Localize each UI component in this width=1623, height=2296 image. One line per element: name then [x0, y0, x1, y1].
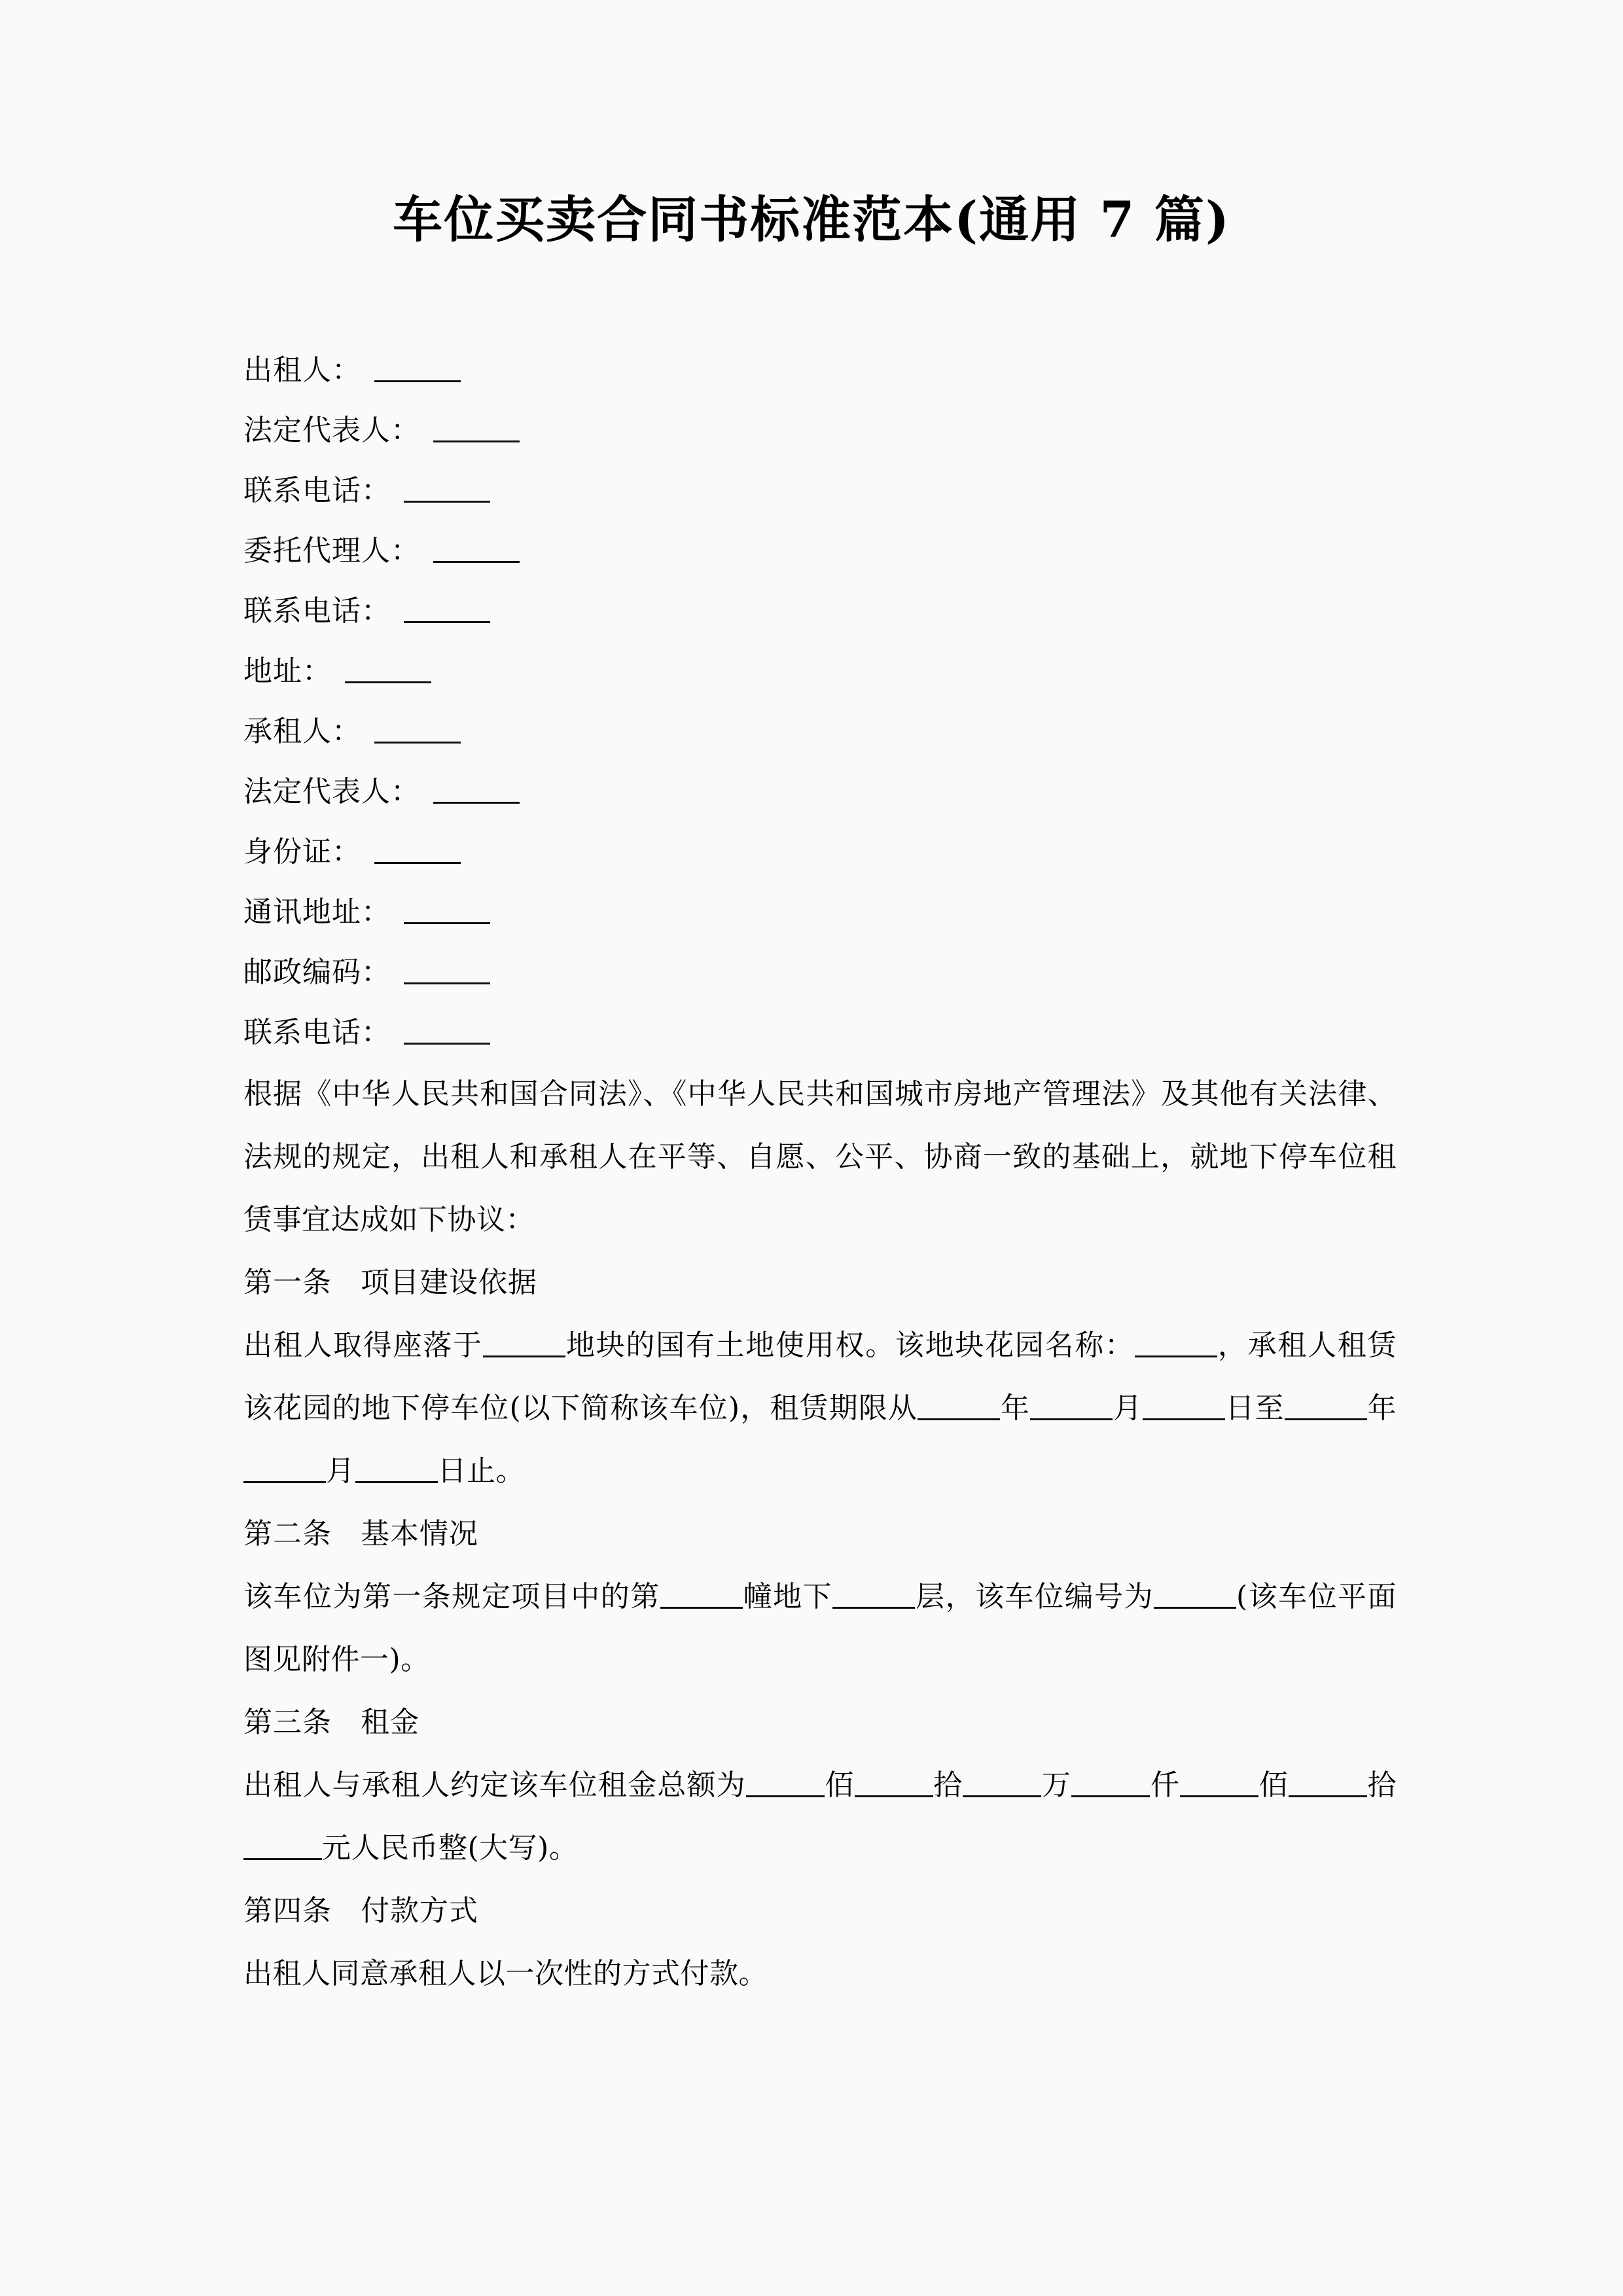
- clause-text: 该车位为第一条规定项目中的第: [243, 1580, 660, 1613]
- field-blank[interactable]: [374, 380, 461, 382]
- inline-blank[interactable]: [660, 1607, 743, 1609]
- clause-text: 地块的国有土地使用权。该地块花园名称：: [565, 1329, 1135, 1362]
- clause-number: 第四条: [243, 1894, 332, 1928]
- field-row-legal-rep-lessee: [243, 762, 1397, 822]
- clause-text: 幢地下: [742, 1580, 833, 1613]
- clause-text: 佰: [824, 1768, 855, 1802]
- clause-number: 第二条: [243, 1517, 332, 1551]
- field-label: 身份证：: [243, 835, 361, 869]
- inline-blank[interactable]: [1071, 1795, 1150, 1797]
- field-label: 出租人：: [243, 353, 361, 387]
- inline-blank[interactable]: [1154, 1607, 1236, 1609]
- field-blank[interactable]: [404, 982, 490, 984]
- field-row-address-lessor: [243, 641, 1397, 702]
- field-row-postal-code: [243, 942, 1397, 1003]
- document-body: [243, 340, 1397, 2005]
- clause-heading-4: [243, 1880, 1397, 1943]
- field-row-phone-lessee: [243, 1003, 1397, 1063]
- inline-blank[interactable]: [746, 1795, 825, 1797]
- clause-text: 拾: [1366, 1768, 1397, 1802]
- field-blank[interactable]: [404, 621, 490, 623]
- clause-number: 第一条: [243, 1266, 332, 1299]
- clause-title: 付款方式: [361, 1894, 478, 1928]
- clause-text: 拾: [933, 1768, 963, 1802]
- clause-text: ，承租人租赁该花园的地下停车位(以下简称该车位)，租赁期限从: [243, 1329, 1397, 1425]
- clause-heading-1: [243, 1251, 1397, 1314]
- field-row-phone-agent: [243, 581, 1397, 641]
- clause-title: 基本情况: [361, 1517, 478, 1551]
- field-row-agent: [243, 521, 1397, 581]
- clause-text: 佰: [1258, 1768, 1289, 1802]
- inline-blank[interactable]: [1289, 1795, 1367, 1797]
- inline-blank[interactable]: [1030, 1418, 1113, 1420]
- field-label: 承租人：: [243, 715, 361, 748]
- inline-blank[interactable]: [243, 1858, 322, 1860]
- clause-text: (该车位平面图见附件一)。: [243, 1580, 1397, 1676]
- field-blank[interactable]: [433, 802, 520, 804]
- clause-heading-3: [243, 1691, 1397, 1754]
- field-label: 法定代表人：: [243, 775, 420, 808]
- field-row-lessee: [243, 702, 1397, 762]
- clause-text: 年: [1000, 1391, 1031, 1425]
- field-blank[interactable]: [374, 862, 461, 864]
- clause-title: 租金: [361, 1706, 419, 1739]
- page-title: 车位买卖合同书标准范本(通用 7 篇): [393, 190, 1230, 249]
- clause-text: 日止。: [437, 1454, 525, 1488]
- field-blank[interactable]: [374, 742, 461, 744]
- clause-text: 年: [1366, 1391, 1397, 1425]
- field-row-legal-rep-lessor: [243, 401, 1397, 461]
- field-blank[interactable]: [433, 440, 520, 442]
- clause-number: 第三条: [243, 1706, 332, 1739]
- field-label: 法定代表人：: [243, 414, 420, 447]
- field-label: 地址：: [243, 655, 332, 688]
- clause-text: 层，该车位编号为: [915, 1580, 1154, 1613]
- inline-blank[interactable]: [1285, 1418, 1367, 1420]
- field-blank[interactable]: [404, 501, 490, 503]
- inline-blank[interactable]: [1135, 1355, 1217, 1357]
- field-blank[interactable]: [433, 561, 520, 563]
- clause-body-2: [243, 1566, 1397, 1691]
- clause-text: 元人民币整(大写)。: [322, 1831, 579, 1865]
- clause-body-3: [243, 1754, 1397, 1880]
- clause-text: 出租人取得座落于: [243, 1329, 483, 1362]
- field-label: 联系电话：: [243, 474, 391, 507]
- clause-text: 月: [326, 1454, 355, 1488]
- inline-blank[interactable]: [355, 1481, 438, 1483]
- clause-body-1: [243, 1314, 1397, 1503]
- field-row-id-card: [243, 822, 1397, 882]
- field-label: 邮政编码：: [243, 956, 391, 989]
- preamble-paragraph: 根据《中华人民共和国合同法》、《中华人民共和国城市房地产管理法》及其他有关法律、法规的规定，出租人和承租人在平等、自愿、公平、协商一致的基础上，就地下停车位租赁事宜达成如下协议：: [243, 1077, 1397, 1236]
- inline-blank[interactable]: [855, 1795, 933, 1797]
- field-label: 委托代理人：: [243, 534, 420, 567]
- clause-text: 日至: [1224, 1391, 1285, 1425]
- clause-title: 项目建设依据: [361, 1266, 537, 1299]
- field-row-lessor: [243, 340, 1397, 401]
- field-label: 通讯地址：: [243, 895, 391, 929]
- clause-text: 万: [1041, 1768, 1072, 1802]
- clause-text: 出租人与承租人约定该车位租金总额为: [243, 1768, 746, 1802]
- field-label: 联系电话：: [243, 594, 391, 628]
- inline-blank[interactable]: [1180, 1795, 1258, 1797]
- field-row-mailing-address: [243, 882, 1397, 942]
- clause-heading-2: [243, 1503, 1397, 1566]
- inline-blank[interactable]: [963, 1795, 1041, 1797]
- field-label: 联系电话：: [243, 1016, 391, 1049]
- inline-blank[interactable]: [1143, 1418, 1225, 1420]
- field-row-phone-lessor: [243, 461, 1397, 521]
- clause-body-4: 出租人同意承租人以一次性的方式付款。: [243, 1957, 768, 1990]
- inline-blank[interactable]: [832, 1607, 915, 1609]
- inline-blank[interactable]: [918, 1418, 1000, 1420]
- field-blank[interactable]: [404, 1043, 490, 1045]
- field-blank[interactable]: [404, 922, 490, 924]
- clause-text: 仟: [1150, 1768, 1181, 1802]
- inline-blank[interactable]: [243, 1481, 326, 1483]
- inline-blank[interactable]: [483, 1355, 565, 1357]
- field-blank[interactable]: [345, 681, 431, 683]
- clause-text: 月: [1113, 1391, 1143, 1425]
